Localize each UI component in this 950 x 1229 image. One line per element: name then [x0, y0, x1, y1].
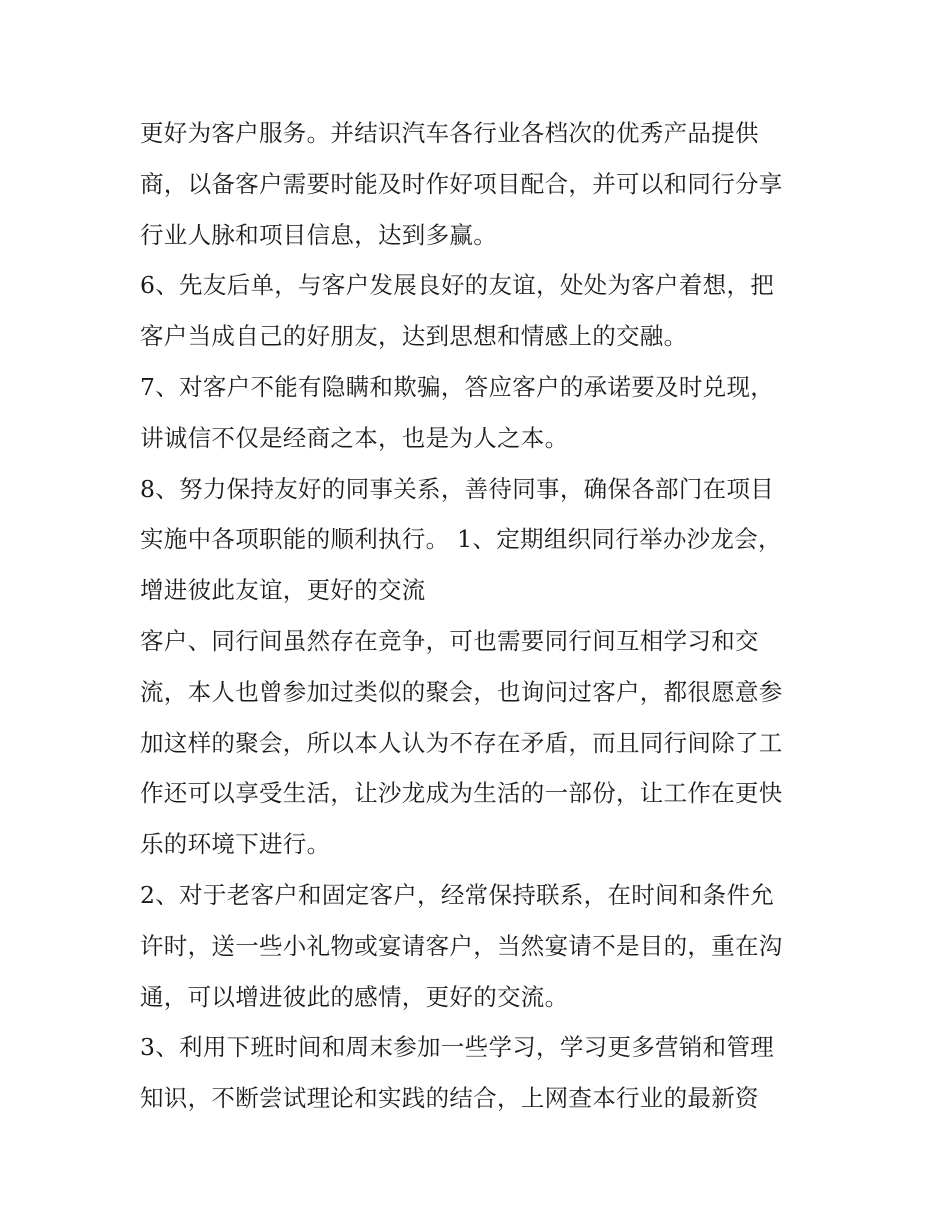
text-line: 讲诚信不仅是经商之本，也是为人之本。 [140, 423, 569, 452]
text-line: 更好为客户服务。并结识汽车各行业各档次的优秀产品提供 [140, 119, 759, 147]
text-line: 8、努力保持友好的同事关系，善待同事，确保各部门在项目 [140, 474, 775, 503]
text-line: 商，以备客户需要时能及时作好项目配合，并可以和同行分享 [140, 169, 783, 198]
text-line: 实施中各项职能的顺利执行。 1、定期组织同行举办沙龙会， [140, 525, 782, 554]
text-line: 许时，送一些小礼物或宴请客户，当然宴请不是目的，重在沟 [140, 931, 783, 960]
text-line: 3、利用下班时间和周末参加一些学习，学习更多营销和管理 [140, 1033, 775, 1062]
text-line: 流，本人也曾参加过类似的聚会，也询问过客户，都很愿意参 [140, 677, 783, 706]
text-line: 6、先友后单，与客户发展良好的友谊，处处为客户着想，把 [140, 271, 775, 300]
document-body [140, 108, 820, 1124]
text-line: 行业人脉和项目信息，达到多赢。 [140, 220, 497, 249]
text-line: 7、对客户不能有隐瞒和欺骗，答应客户的承诺要及时兑现， [140, 372, 775, 401]
text-line: 加这样的聚会，所以本人认为不存在矛盾，而且同行间除了工 [140, 728, 783, 757]
text-line: 客户、同行间虽然存在竞争，可也需要同行间互相学习和交 [140, 626, 759, 655]
text-line: 增进彼此友谊，更好的交流 [140, 576, 426, 605]
text-line: 2、对于老客户和固定客户，经常保持联系，在时间和条件允 [140, 880, 775, 909]
text-line: 知识，不断尝试理论和实践的结合，上网查本行业的最新资 [140, 1084, 759, 1113]
text-line: 乐的环境下进行。 [140, 830, 331, 859]
text-line: 客户当成自己的好朋友，达到思想和情感上的交融。 [140, 322, 688, 351]
text-line: 作还可以享受生活，让沙龙成为生活的一部份，让工作在更快 [140, 779, 783, 808]
text-line: 通，可以增进彼此的感情，更好的交流。 [140, 982, 569, 1011]
